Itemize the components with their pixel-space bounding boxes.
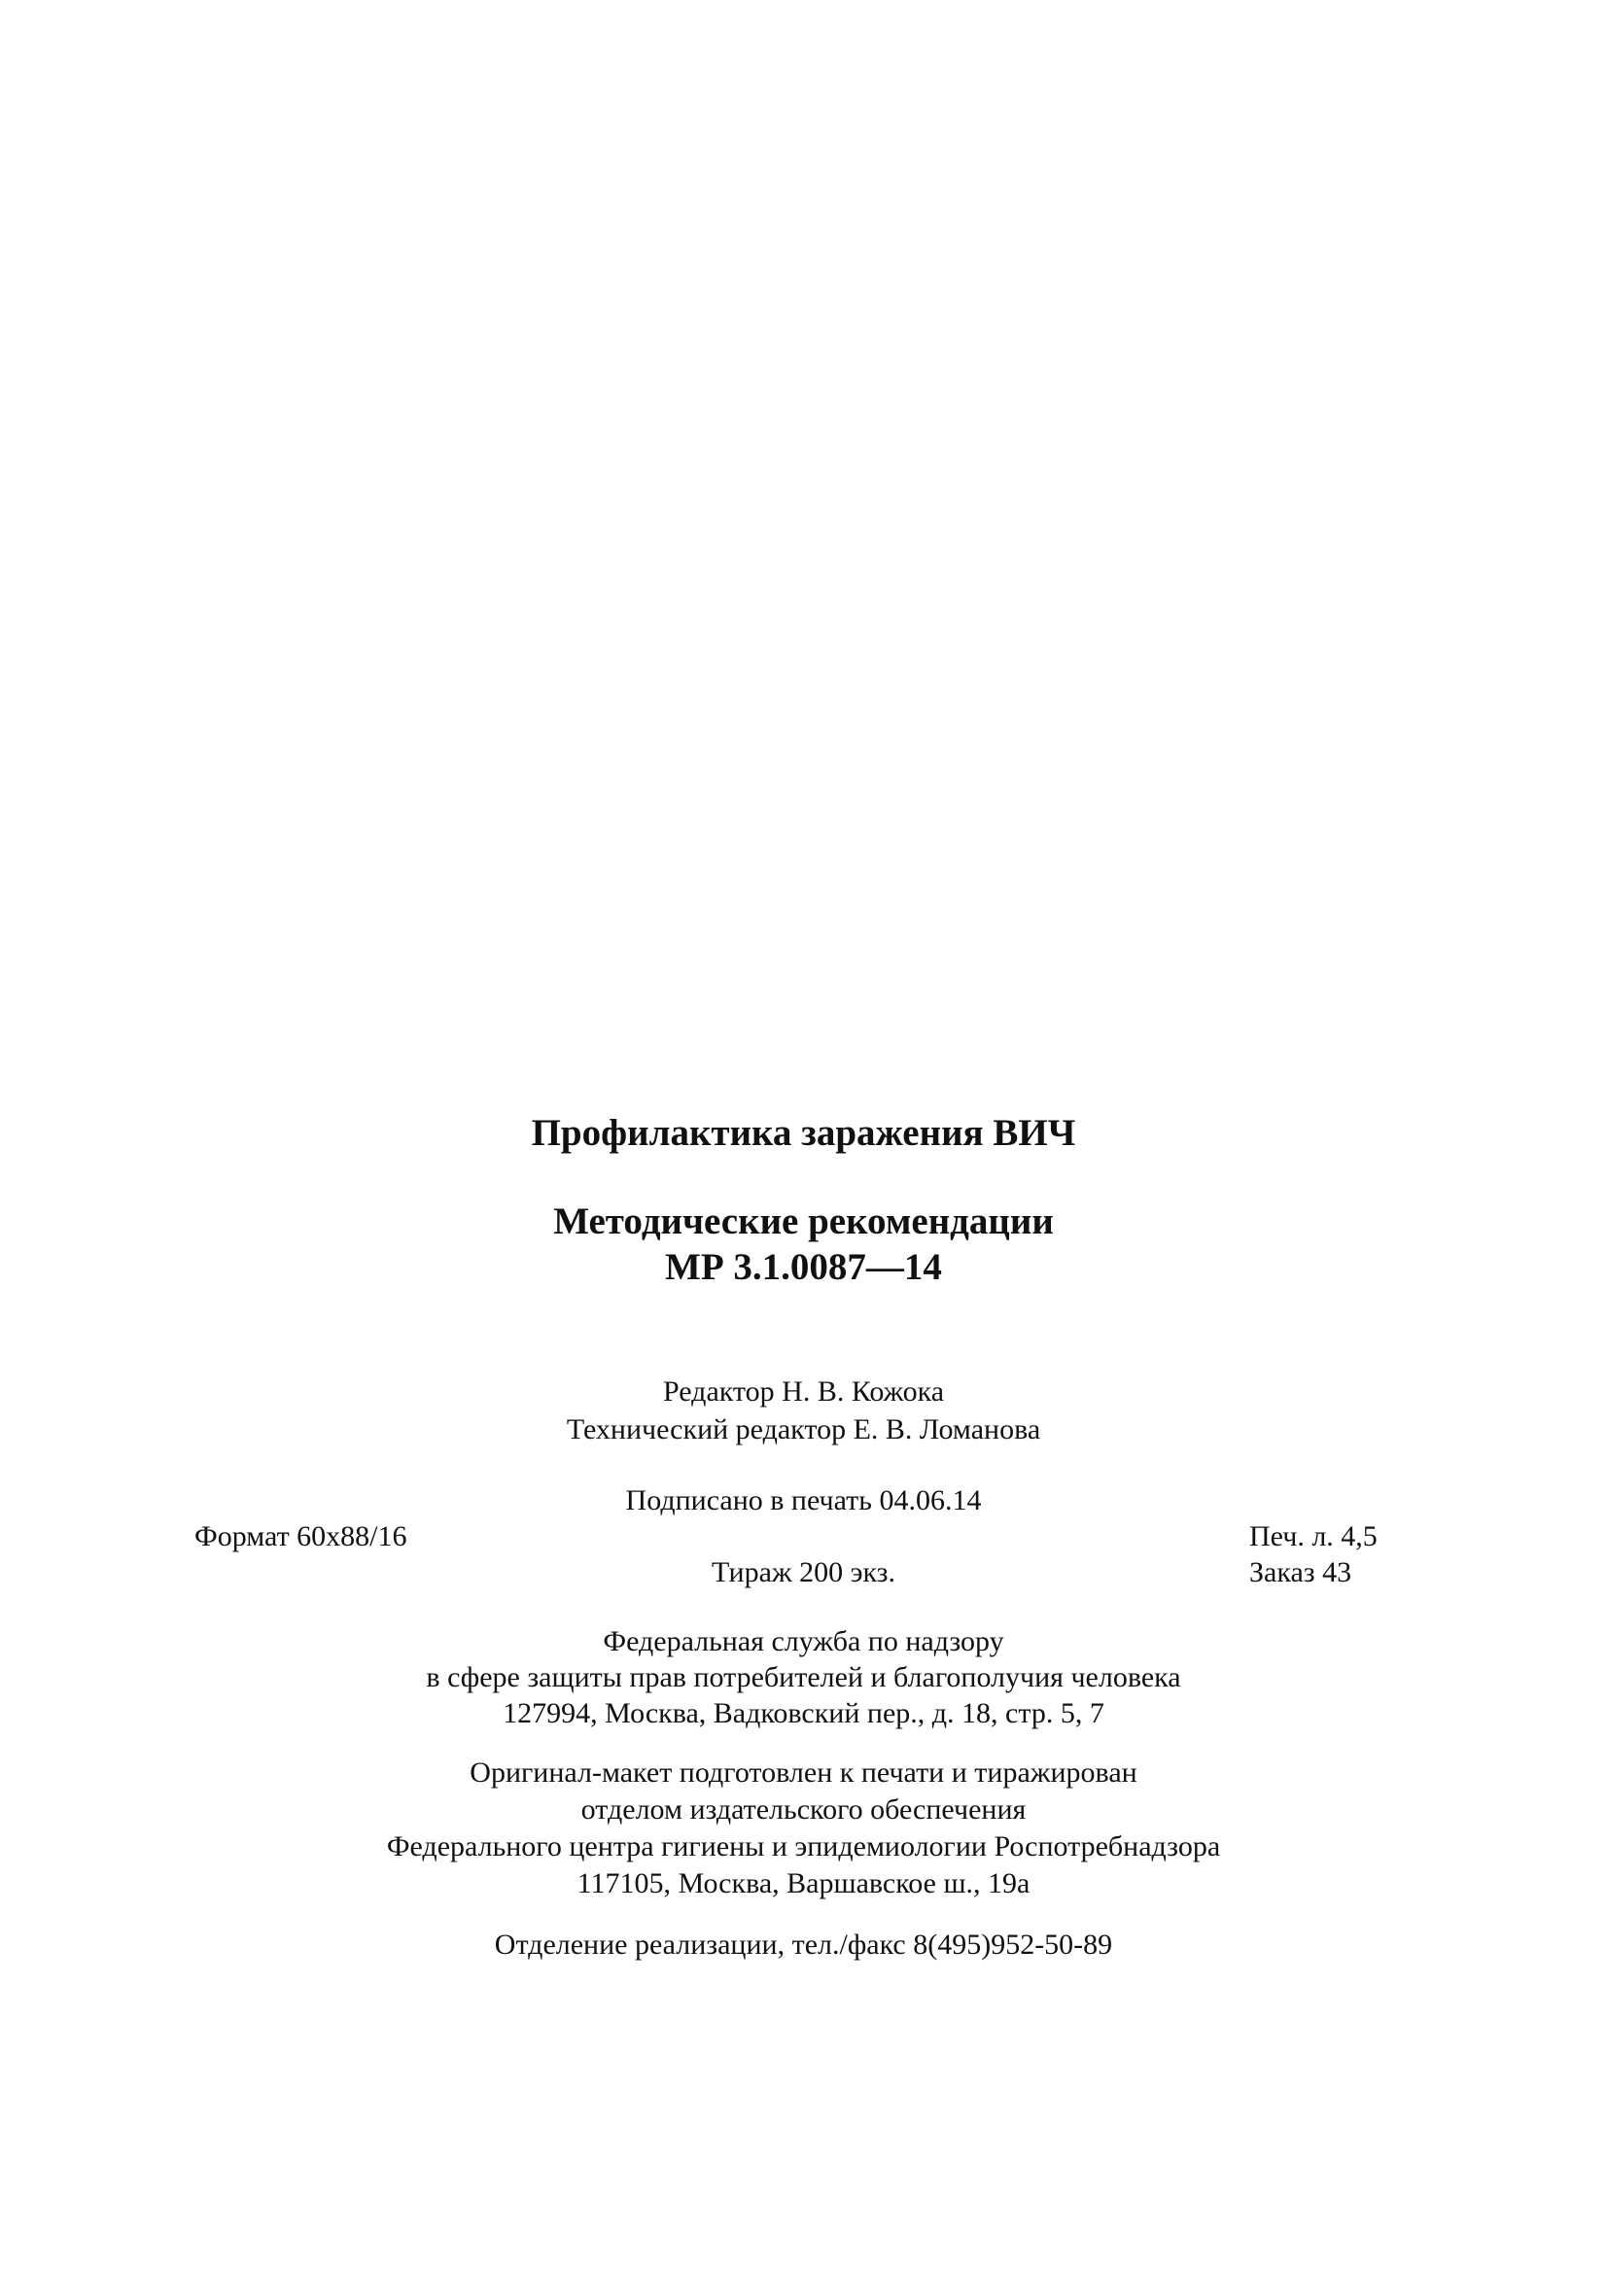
producer-line-1: Оригинал-макет подготовлен к печати и тиражирован [470,1757,1137,1789]
publisher-line-2: в сфере защиты прав потребителей и благополучия человека [426,1661,1181,1693]
sales-contact: Отделение реализации, тел./факс 8(495)952-50-89 [494,1929,1113,1961]
document-type: Методические рекомендации [553,1200,1054,1242]
producer-line-3: Федерального центра гигиены и эпидемиологии Роспотребнадзора [386,1830,1221,1862]
producer-address: 117105, Москва, Варшавское ш., 19а [576,1867,1031,1899]
producer-line-2: отделом издательского обеспечения [580,1793,1027,1826]
tech-editor-credit: Технический редактор Е. В. Ломанова [566,1413,1041,1445]
format-info: Формат 60x88/16 [194,1520,407,1552]
signed-to-print: Подписано в печать 04.06.14 [625,1484,982,1516]
document-number: МР 3.1.0087—14 [665,1246,942,1288]
order-number: Заказ 43 [1249,1556,1352,1588]
publisher-line-1: Федеральная служба по надзору [603,1625,1004,1657]
print-sheets: Печ. л. 4,5 [1249,1520,1378,1552]
circulation: Тираж 200 экз. [711,1556,896,1588]
editor-credit: Редактор Н. В. Кожока [662,1375,945,1408]
document-title: Профилактика заражения ВИЧ [531,1112,1076,1154]
publisher-address: 127994, Москва, Вадковский пер., д. 18, стр. 5, 7 [503,1697,1104,1729]
